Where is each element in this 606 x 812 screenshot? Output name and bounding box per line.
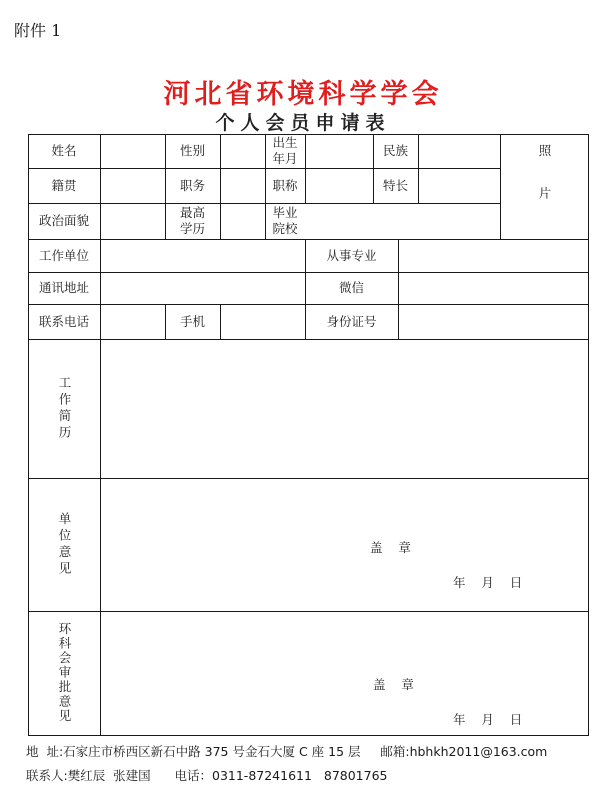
- position-label: 职务: [179, 177, 205, 193]
- education-field[interactable]: [221, 204, 265, 239]
- major-label: 从事专业: [326, 247, 377, 263]
- footer-address: 地 址:石家庄市桥西区新石中路 375 号金石大厦 C 座 15 层 邮箱:hbhkh2011@163.com: [26, 744, 548, 759]
- id-number-label: 身份证号: [326, 313, 377, 329]
- unit-opinion-label-cell: [28, 478, 100, 611]
- phone-label: 联系电话: [38, 313, 89, 329]
- unit-seal-label: 盖 章: [370, 540, 411, 555]
- native-place-label: 籍贯: [51, 177, 77, 193]
- gender-label: 性别: [179, 143, 205, 158]
- specialty-field[interactable]: [419, 169, 500, 203]
- ethnicity-field[interactable]: [419, 135, 500, 168]
- address-field[interactable]: [101, 273, 305, 304]
- mobile-field[interactable]: [221, 305, 305, 339]
- school-label: 毕业 院校: [272, 205, 298, 236]
- major-field[interactable]: [399, 240, 588, 272]
- mobile-label: 手机: [179, 313, 205, 329]
- ethnicity-label: 民族: [382, 143, 408, 158]
- title-label: 职称: [272, 177, 298, 193]
- native-place-field[interactable]: [101, 169, 165, 203]
- society-opinion-label: 环科会审批意见: [57, 622, 72, 724]
- name-field[interactable]: [101, 135, 165, 168]
- title-field[interactable]: [306, 169, 373, 203]
- unit-opinion-field[interactable]: [101, 479, 588, 611]
- position-field[interactable]: [221, 169, 265, 203]
- address-label: 通讯地址: [38, 280, 89, 295]
- resume-label: 工作简历: [57, 375, 72, 442]
- political-status-field[interactable]: [101, 204, 165, 239]
- organization-title: 河北省环境科学学会: [163, 79, 443, 110]
- table-border-right: [588, 134, 589, 735]
- society-date-label: 年 月 日: [453, 712, 523, 727]
- attachment-label: 附件 1: [14, 21, 62, 40]
- political-status-label: 政治面貌: [38, 213, 89, 228]
- wechat-label: 微信: [338, 280, 364, 295]
- form-title: 个人会员申请表: [215, 112, 391, 134]
- table-border-bottom: [28, 735, 589, 736]
- specialty-label: 特长: [382, 177, 408, 193]
- work-unit-field[interactable]: [101, 240, 305, 272]
- name-label: 姓名: [51, 143, 77, 158]
- photo-box[interactable]: 照片: [537, 144, 552, 229]
- resume-label-cell: [28, 339, 100, 478]
- birth-date-field[interactable]: [306, 135, 373, 168]
- society-opinion-label-cell: [28, 611, 100, 735]
- footer-contact: 联系人:樊红辰 张建国 电话：0311-87241611 87801765: [26, 768, 388, 783]
- society-seal-label: 盖 章: [373, 677, 414, 692]
- resume-field[interactable]: [101, 340, 588, 478]
- education-label: 最高 学历: [179, 205, 205, 236]
- birth-date-label: 出生 年月: [272, 135, 298, 166]
- school-field[interactable]: [306, 204, 500, 239]
- work-unit-label: 工作单位: [38, 247, 89, 263]
- id-number-field[interactable]: [399, 305, 588, 339]
- wechat-field[interactable]: [399, 273, 588, 304]
- unit-date-label: 年 月 日: [453, 575, 523, 590]
- unit-opinion-label: 单位意见: [57, 511, 72, 578]
- phone-field[interactable]: [101, 305, 165, 339]
- gender-field[interactable]: [221, 135, 265, 168]
